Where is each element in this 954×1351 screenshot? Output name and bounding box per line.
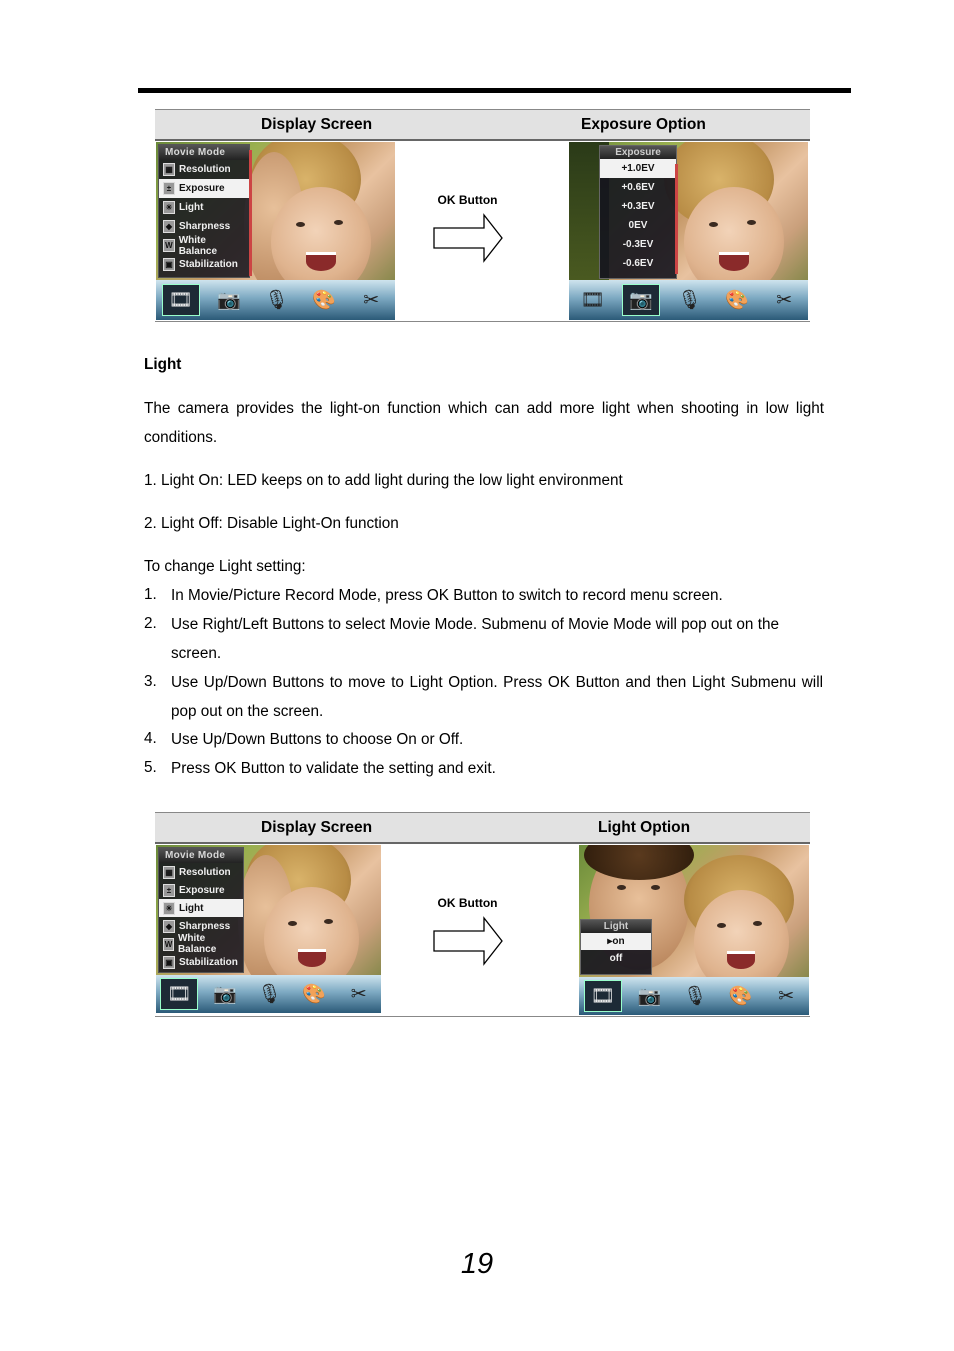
microphone-icon[interactable]: 🎙 [264,290,289,311]
menu-scrollbar[interactable] [249,150,252,276]
resolution-icon: ▦ [163,866,175,879]
section-heading-light: Light [144,356,182,373]
figure-header [155,813,810,844]
exposure-icon: ± [163,884,175,897]
exposure-option-0[interactable]: 0EV [628,220,648,231]
resolution-icon: ▦ [163,163,175,176]
movie-mode-menu [158,144,250,278]
sharpness-icon: ◆ [163,920,175,933]
menu-item-resolution[interactable]: ▦ Resolution [159,863,243,881]
movie-mode-icon[interactable]: 🎞 [162,284,200,316]
step-text: Use Up/Down Buttons to move to Light Option. Press OK Button and then Light Submenu will pop out on the screen. [171,674,823,720]
camera-icon[interactable]: 📷 [217,290,241,311]
mode-toolbar [579,977,809,1015]
column-header-light-option: Light Option [598,819,691,836]
exposure-icon: ± [163,182,175,195]
step-number: 5. [144,759,157,776]
menu-item-white-balance[interactable]: W White Balance [159,236,249,255]
exposure-submenu [599,145,677,279]
column-header-display-screen: Display Screen [261,819,373,836]
white-balance-icon: W [164,939,173,949]
menu-item-sharpness[interactable]: ◆ Sharpness [159,917,243,935]
microphone-icon[interactable]: 🎙 [682,986,708,1007]
sharpness-icon: ◆ [163,220,175,233]
light-off-description: 2. Light Off: Disable Light-On function [144,515,399,532]
menu-item-resolution[interactable]: ▦ Resolution [159,160,249,179]
header-rule [138,88,851,93]
camera-icon[interactable]: 📷 [213,984,237,1005]
submenu-title: Light [581,920,651,933]
movie-mode-icon[interactable]: 🎞 [160,978,198,1010]
white-balance-icon: W [163,239,175,252]
figure-exposure [155,109,810,322]
movie-mode-menu [158,847,244,973]
stabilization-icon: ▣ [163,956,175,969]
exposure-option-screen [569,142,808,320]
display-screen-movie-menu [156,142,395,320]
step-text: Use Up/Down Buttons to choose On or Off. [171,731,464,748]
palette-icon[interactable]: 🎨 [302,984,326,1005]
tools-icon[interactable]: ✂ [350,983,367,1005]
camera-icon[interactable]: 📷 [622,284,660,316]
step-number: 4. [144,730,157,747]
figure-light [155,812,810,1017]
light-on-description: 1. Light On: LED keeps on to add light during the low light environment [144,472,623,489]
selected-arrow-icon: ▸ [607,936,613,947]
exposure-option-plus-0-6[interactable]: +0.6EV [621,182,655,193]
light-submenu [580,919,652,975]
mode-toolbar [569,280,808,320]
step-text: In Movie/Picture Record Mode, press OK Button to switch to record menu screen. [171,587,723,604]
column-header-display-screen: Display Screen [261,116,373,133]
exposure-option-plus-1-0[interactable]: +1.0EV [600,159,676,178]
mode-toolbar [156,975,381,1013]
display-screen-movie-menu [156,845,381,1013]
mode-toolbar [156,280,395,320]
palette-icon[interactable]: 🎨 [725,290,749,311]
ok-button-arrow [425,193,510,268]
light-icon: ☀ [163,201,175,214]
microphone-icon[interactable]: 🎙 [677,290,702,311]
right-arrow-icon [432,213,504,263]
step-number: 2. [144,615,157,632]
menu-item-stabilization[interactable]: ▣ Stabilization [159,953,243,971]
ok-button-label: OK Button [437,193,498,207]
intro-paragraph: The camera provides the light-on function which can add more light when shooting in low light conditions. [144,400,824,446]
step-number: 1. [144,586,157,603]
tools-icon[interactable]: ✂ [776,289,793,311]
microphone-icon[interactable]: 🎙 [257,984,282,1005]
menu-item-light[interactable]: ☀ Light [159,899,243,917]
menu-title: Movie Mode [159,848,243,863]
step-text: Use Right/Left Buttons to select Movie Mode. Submenu of Movie Mode will pop out on the screen. [171,616,779,662]
tools-icon[interactable]: ✂ [778,985,795,1007]
light-option-on[interactable]: ▸on [581,933,651,950]
submenu-scrollbar[interactable] [675,164,678,274]
menu-item-light[interactable]: ☀ Light [159,198,249,217]
menu-item-stabilization[interactable]: ▣ Stabilization [159,255,249,274]
menu-item-white-balance[interactable]: W White Balance [164,933,217,955]
movie-mode-icon[interactable]: 🎞 [584,980,622,1012]
menu-item-exposure[interactable]: ± Exposure [159,881,243,899]
camera-icon[interactable]: 📷 [637,986,662,1007]
exposure-option-plus-0-3[interactable]: +0.3EV [621,201,655,212]
light-option-screen [579,845,809,1015]
palette-icon[interactable]: 🎨 [312,290,336,311]
stabilization-icon: ▣ [163,258,175,271]
light-icon: ☀ [163,902,175,915]
menu-title: Movie Mode [159,145,249,160]
right-arrow-icon [432,916,504,966]
step-text: Press OK Button to validate the setting and exit. [171,760,496,777]
palette-icon[interactable]: 🎨 [728,986,753,1007]
tools-icon[interactable]: ✂ [363,289,380,311]
steps-intro: To change Light setting: [144,558,306,575]
submenu-title: Exposure [600,146,676,159]
menu-item-exposure[interactable]: ± Exposure [159,179,249,198]
ok-button-arrow [425,896,510,971]
menu-item-sharpness[interactable]: ◆ Sharpness [159,217,249,236]
light-option-off[interactable]: off [609,953,623,964]
figure-header [155,110,810,141]
ok-button-label: OK Button [437,896,498,910]
step-number: 3. [144,673,157,690]
movie-mode-icon[interactable]: 🎞 [580,290,605,311]
exposure-option-minus-0-3[interactable]: -0.3EV [622,239,654,250]
column-header-exposure-option: Exposure Option [581,116,706,133]
exposure-option-minus-0-6[interactable]: -0.6EV [622,258,654,269]
page-number: 19 [460,1248,494,1280]
